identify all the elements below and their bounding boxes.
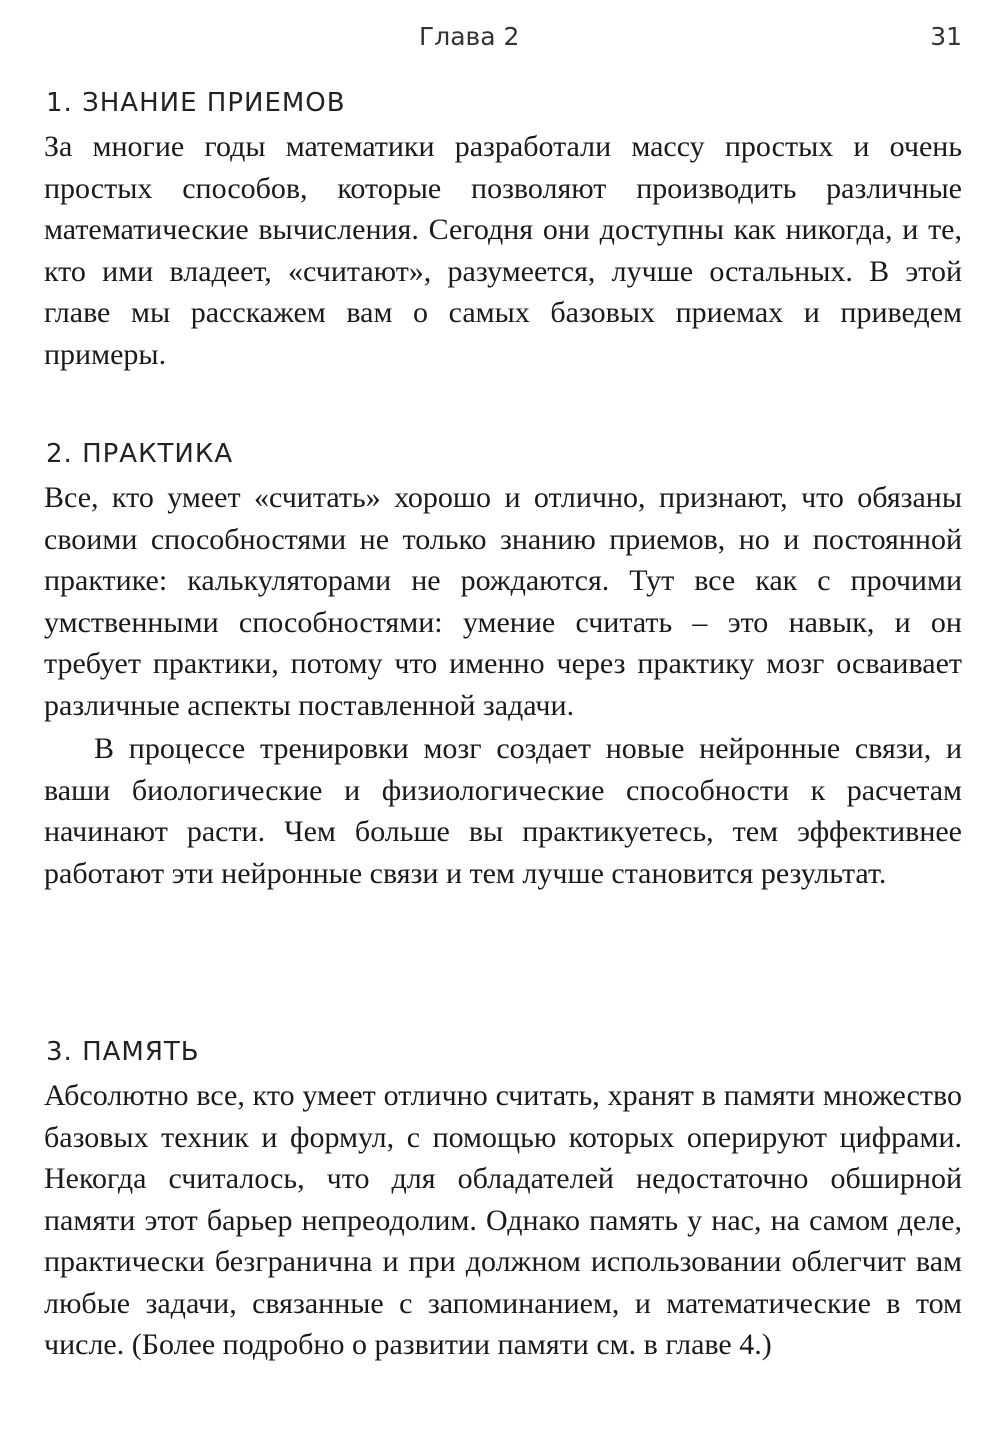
section-practice [44,437,962,894]
paragraph: Все, кто умеет «считать» хорошо и отлично, признают, что обязаны своими способностями не только знанию приемов, но и постоянной практике: калькуляторами не рождаются. Тут все как с прочими умственными способностями: умение считать – это навык, и он требует практики, потому что именно через практику мозг осваивает различные аспекты поставленной задачи. [44,481,962,722]
chapter-label: Глава 2 [419,22,520,51]
running-header [0,22,1000,58]
section-heading: 3. ПАМЯТЬ [46,1037,200,1067]
page-number: 31 [930,22,962,51]
paragraph: За многие годы математики разработали массу простых и очень простых способов, которые позволяют производить различные математические вычисления. Сегодня они доступны как никогда, и те, кто ими владеет, «считают», разумеется, лучше остальных. В этой главе мы расскажем вам о самых базовых приемах и приведем примеры. [44,130,962,371]
paragraph: В процессе тренировки мозг создает новые нейронные связи, и ваши биологические и физиологические способности к расчетам начинают расти. Чем больше вы практикуетесь, тем эффективнее работают эти нейронные связи и тем лучше становится результат. [44,732,962,890]
section-techniques [44,86,962,375]
paragraph: Абсолютно все, кто умеет отлично считать, хранят в памяти множество базовых техник и формул, с помощью которых оперируют цифрами. Некогда считалось, что для обладателей недостаточно обширной памяти этот барьер непреодолим. Однако память у нас, на самом деле, практически безгранична и при должном использовании облегчит вам любые задачи, связанные с запоминанием, и математические в том числе. (Более подробно о развитии памяти см. в главе 4.) [44,1079,962,1361]
section-heading: 2. ПРАКТИКА [46,439,234,469]
section-heading: 1. ЗНАНИЕ ПРИЕМОВ [46,88,346,118]
section-memory [44,1035,962,1366]
